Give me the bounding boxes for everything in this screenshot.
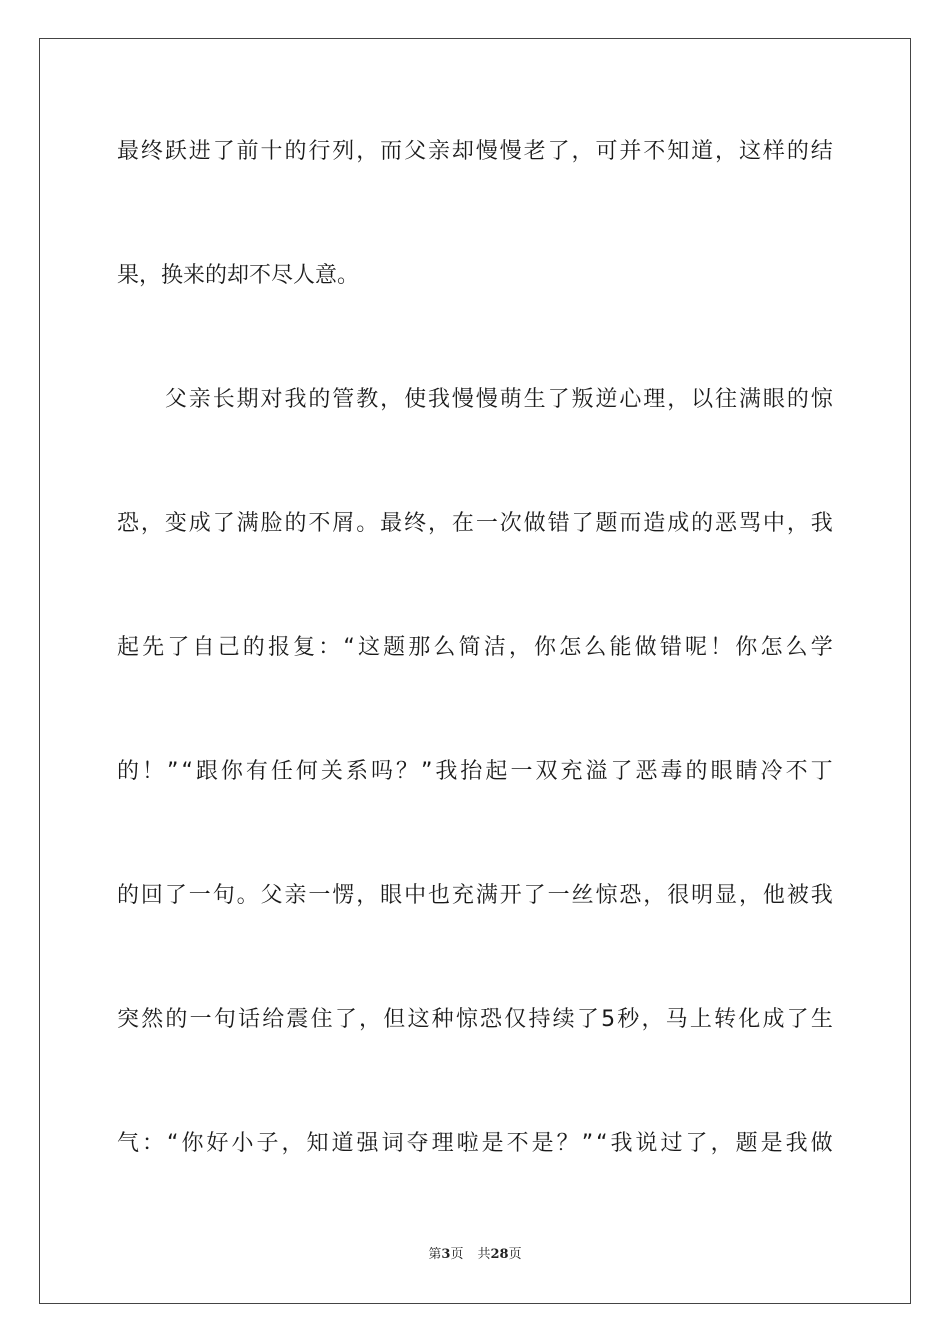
text-line-7: 的 回 了 一 句 。 父 亲 一 愣 ， 眼 中 也 充 满 开 了 一 丝 惊 恐 ， 很 明 显 ， 他 被 我 bbox=[117, 883, 833, 908]
footer-page-suffix: 页 bbox=[450, 1247, 464, 1262]
footer-page-number: 3 bbox=[441, 1247, 451, 1262]
text-line-3: 父 亲 长 期 对 我 的 管 教 ， 使 我 慢 慢 萌 生 了 叛 逆 心 理 ， 以 往 满 眼 的 惊 bbox=[164, 387, 833, 412]
footer-page-prefix: 第 bbox=[428, 1247, 442, 1262]
page-border bbox=[39, 38, 911, 1304]
page-footer bbox=[0, 1246, 950, 1264]
text-line-6: 的 ！ ” “ 跟 你 有 任 何 关 系 吗 ？ ” 我 抬 起 一 双 充 溢 了 恶 毒 的 眼 睛 冷 不 丁 bbox=[117, 759, 833, 784]
footer-total-prefix: 共 bbox=[477, 1247, 491, 1262]
text-line-2: 果，换来的却不尽人意。 bbox=[117, 263, 360, 288]
text-line-9: 气 ： “ 你 好 小 子 ， 知 道 强 词 夺 理 啦 是 不 是 ？ ” “ 我 说 过 了 ， 题 是 我 做 bbox=[117, 1131, 833, 1156]
footer-total-pages: 28 bbox=[490, 1247, 509, 1262]
text-line-8: 突 然 的 一 句 话 给 震 住 了 ， 但 这 种 惊 恐 仅 持 续 了 5 秒 ， 马 上 转 化 成 了 生 bbox=[117, 1007, 833, 1032]
text-line-5: 起 先 了 自 己 的 报 复 ： “ 这 题 那 么 简 洁 ， 你 怎 么 能 做 错 呢 ！ 你 怎 么 学 bbox=[117, 635, 833, 660]
text-line-1: 最 终 跃 进 了 前 十 的 行 列 ， 而 父 亲 却 慢 慢 老 了 ， 可 并 不 知 道 ， 这 样 的 结 bbox=[117, 139, 833, 164]
footer-total-suffix: 页 bbox=[508, 1247, 522, 1262]
text-line-4: 恐 ， 变 成 了 满 脸 的 不 屑 。 最 终 ， 在 一 次 做 错 了 题 而 造 成 的 恶 骂 中 ， 我 bbox=[117, 511, 833, 536]
